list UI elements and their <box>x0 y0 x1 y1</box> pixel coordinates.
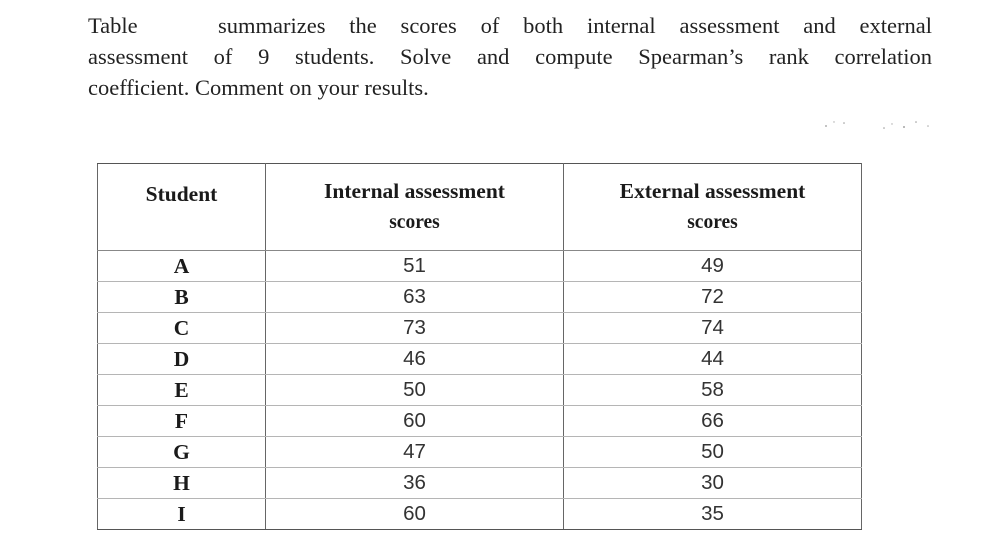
cell-student: C <box>98 313 266 344</box>
cell-external-score: 50 <box>564 437 862 468</box>
table-row <box>98 375 862 406</box>
table-row <box>98 468 862 499</box>
cell-external-score: 30 <box>564 468 862 499</box>
table-reference-word: Table <box>88 13 138 38</box>
cell-student: F <box>98 406 266 437</box>
table-row <box>98 313 862 344</box>
table-row <box>98 499 862 530</box>
cell-internal-score: 47 <box>266 437 564 468</box>
table-header-row <box>98 164 862 251</box>
header-external-top: External assessment <box>619 179 806 203</box>
table-row <box>98 437 862 468</box>
table-row <box>98 251 862 282</box>
header-internal <box>266 164 564 251</box>
cell-internal-score: 50 <box>266 375 564 406</box>
header-external-bottom: scores <box>687 212 738 233</box>
cell-internal-score: 60 <box>266 406 564 437</box>
table-row <box>98 344 862 375</box>
cell-external-score: 35 <box>564 499 862 530</box>
cell-external-score: 74 <box>564 313 862 344</box>
cell-internal-score: 63 <box>266 282 564 313</box>
cell-student: G <box>98 437 266 468</box>
cell-internal-score: 46 <box>266 344 564 375</box>
cell-internal-score: 51 <box>266 251 564 282</box>
header-external <box>564 164 862 251</box>
cell-student: I <box>98 499 266 530</box>
cell-student: D <box>98 344 266 375</box>
header-student <box>98 164 266 251</box>
cell-external-score: 44 <box>564 344 862 375</box>
scan-specks <box>820 112 940 132</box>
cell-external-score: 72 <box>564 282 862 313</box>
question-line-3: coefficient. Comment on your results. <box>88 75 429 100</box>
question-paragraph <box>88 10 932 103</box>
header-internal-top: Internal assessment <box>324 179 505 203</box>
table-row <box>98 282 862 313</box>
header-student-label: Student <box>145 181 218 206</box>
question-line-1 <box>88 10 932 41</box>
header-internal-bottom: scores <box>389 212 440 233</box>
scores-table <box>97 163 862 530</box>
cell-internal-score: 73 <box>266 313 564 344</box>
table-row <box>98 406 862 437</box>
cell-student: B <box>98 282 266 313</box>
question-line-2: assessment of 9 students. Solve and compute Spearman’s rank correlation <box>88 44 932 69</box>
cell-student: A <box>98 251 266 282</box>
cell-student: H <box>98 468 266 499</box>
cell-external-score: 58 <box>564 375 862 406</box>
cell-internal-score: 60 <box>266 499 564 530</box>
cell-student: E <box>98 375 266 406</box>
cell-internal-score: 36 <box>266 468 564 499</box>
cell-external-score: 49 <box>564 251 862 282</box>
question-line-1-text: summarizes the scores of both internal assessment and external <box>218 13 932 38</box>
cell-external-score: 66 <box>564 406 862 437</box>
